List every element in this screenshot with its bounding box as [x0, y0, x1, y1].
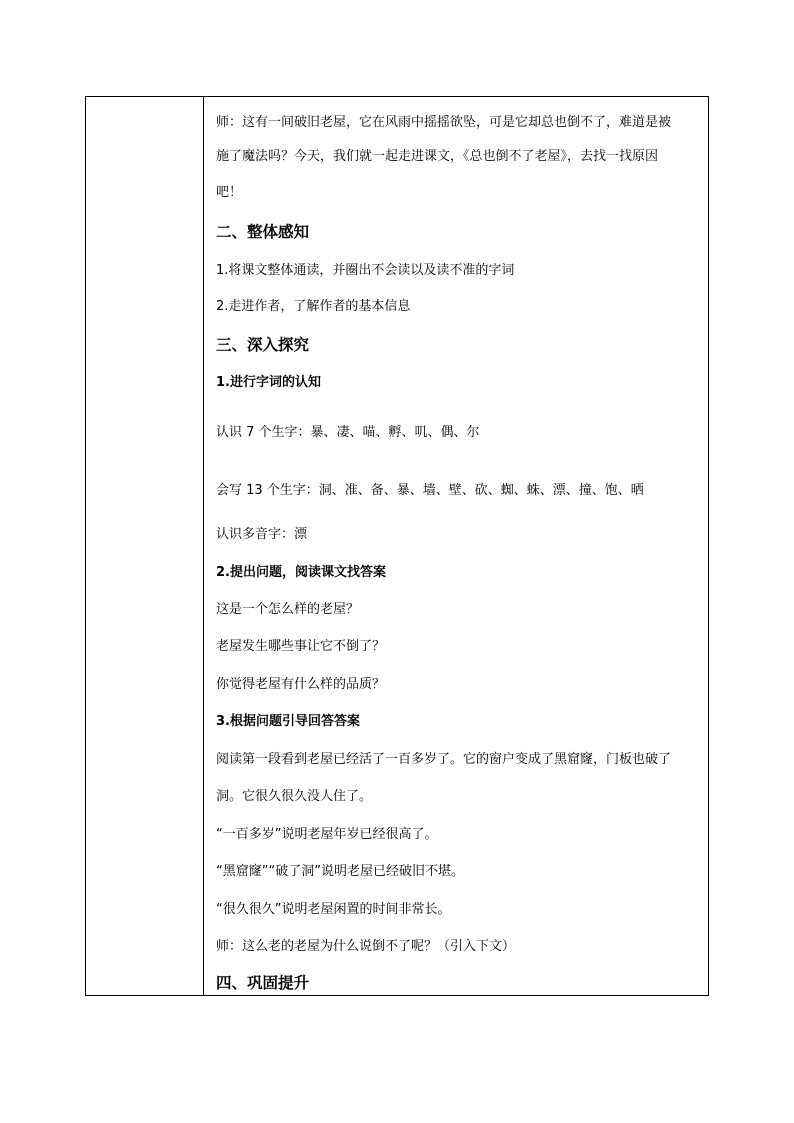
table-left-cell	[86, 97, 204, 995]
intro-line-3: 吧！	[216, 185, 243, 200]
answer-paragraph-line-1: 阅读第一段看到老屋已经活了一百多岁了。它的窗户变成了黑窟窿，门板也破了	[216, 752, 672, 767]
perception-item-1: 1.将课文整体通读，并圈出不会读以及读不准的字词	[216, 263, 515, 278]
intro-line-1: 师：这有一间破旧老屋，它在风雨中摇摇欲坠，可是它却总也倒不了，难道是被	[216, 115, 672, 130]
section-heading-overall-perception: 二、整体感知	[216, 223, 310, 241]
teacher-transition-line: 师：这么老的老屋为什么说倒不了呢？（引入下文）	[216, 939, 516, 954]
polyphonic-character-line: 认识多音字：漂	[216, 527, 308, 542]
write-characters-line: 会写 13 个生字：洞、准、备、暴、墙、壁、砍、蜘、蛛、漂、撞、饱、晒	[216, 483, 644, 498]
question-2: 老屋发生哪些事让它不倒了？	[216, 639, 386, 654]
question-1: 这是一个怎么样的老屋？	[216, 602, 360, 617]
section-heading-deep-exploration: 三、深入探究	[216, 336, 310, 354]
section-heading-consolidation: 四、巩固提升	[216, 974, 310, 992]
answer-paragraph-line-2: 洞。它很久很久没人住了。	[216, 789, 373, 804]
recognize-characters-line: 认识 7 个生字：暴、凄、喵、孵、叽、偶、尔	[216, 425, 480, 440]
table-right-cell	[204, 97, 708, 995]
question-3: 你觉得老屋有什么样的品质？	[216, 677, 386, 692]
subheading-guided-answers: 3.根据问题引导回答答案	[216, 714, 360, 729]
subheading-ask-questions: 2.提出问题，阅读课文找答案	[216, 565, 386, 580]
lesson-table	[85, 96, 709, 996]
intro-line-2: 施了魔法吗？今天，我们就一起走进课文，《总也倒不了老屋》，去找一找原因	[216, 149, 659, 164]
answer-point-1: “一百多岁”说明老屋年岁已经很高了。	[216, 827, 438, 842]
perception-item-2: 2.走进作者，了解作者的基本信息	[216, 299, 411, 314]
subheading-word-recognition: 1.进行字词的认知	[216, 375, 321, 390]
answer-point-2: “黑窟窿”“破了洞”说明老屋已经破旧不堪。	[216, 864, 464, 879]
answer-point-3: “很久很久”说明老屋闲置的时间非常长。	[216, 902, 451, 917]
